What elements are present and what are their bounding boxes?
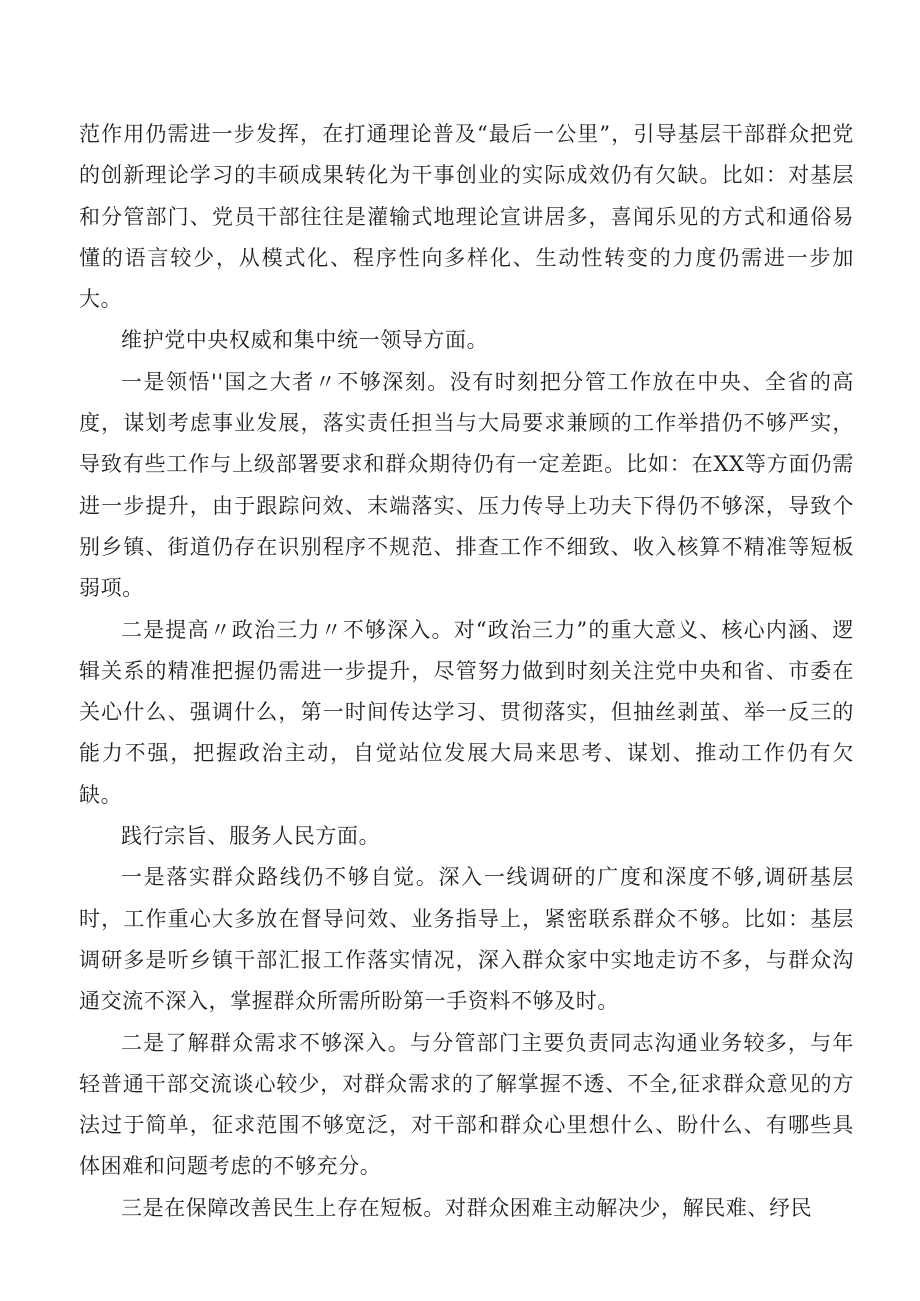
- paragraph-body-intro: 范作用仍需进一步发挥，在打通理论普及“最后一公里”，引导基层干部群众把党的创新理论学习的丰硕成果转化为干事创业的实际成效仍有欠缺。比如：对基层和分管部门、党员干部往往是灌输式地理论宣讲居多，喜闻乐见的方式和通俗易懂的语言较少，从模式化、程序性向多样化、生动性转变的力度仍需进一步加大。: [79, 122, 854, 312]
- paragraph-point-guozhidazhe: 一是领悟''国之大者〃不够深刻。没有时刻把分管工作放在中央、全省的高度，谋划考虑事业发展，落实责任担当与大局要求兼顾的工作举措仍不够严实，导致有些工作与上级部署要求和群众期待仍有一定差距。比如：在XX等方面仍需进一步提升，由于跟踪问效、末端落实、压力传导上功夫下得仍不够深，导致个别乡镇、街道仍存在识别程序不规范、排查工作不细致、收入核算不精准等短板弱项。: [79, 369, 854, 601]
- section-heading-authority: 维护党中央权威和集中统一领导方面。: [121, 328, 489, 353]
- section-heading-serve-people: 践行宗旨、服务人民方面。: [121, 824, 381, 849]
- paragraph-point-political-abilities: 二是提高〃政治三力〃不够深入。对“政治三力”的重大意义、核心内涵、逻辑关系的精准把握仍需进一步提升，尽管努力做到时刻关注党中央和省、市委在关心什么、强调什么，第一时间传达学习、贯彻落实，但抽丝剥茧、举一反三的能力不强，把握政治主动，自觉站位发展大局来思考、谋划、推动工作仍有欠缺。: [79, 617, 854, 807]
- paragraph-point-mass-line: 一是落实群众路线仍不够自觉。深入一线调研的广度和深度不够,调研基层时，工作重心大多放在督导问效、业务指导上，紧密联系群众不够。比如：基层调研多是听乡镇干部汇报工作落实情况，深入群众家中实地走访不多，与群众沟通交流不深入，掌握群众所需所盼第一手资料不够及时。: [79, 865, 854, 1014]
- paragraph-point-livelihood: 三是在保障改善民生上存在短板。对群众困难主动解决少，解民难、纾民: [121, 1195, 813, 1220]
- paragraph-point-understand-needs: 二是了解群众需求不够深入。与分管部门主要负责同志沟通业务较多，与年轻普通干部交流谈心较少，对群众需求的了解掌握不透、不全,征求群众意见的方法过于简单，征求范围不够宽泛，对干部和群众心里想什么、盼什么、有哪些具体困难和问题考虑的不够充分。: [79, 1030, 854, 1179]
